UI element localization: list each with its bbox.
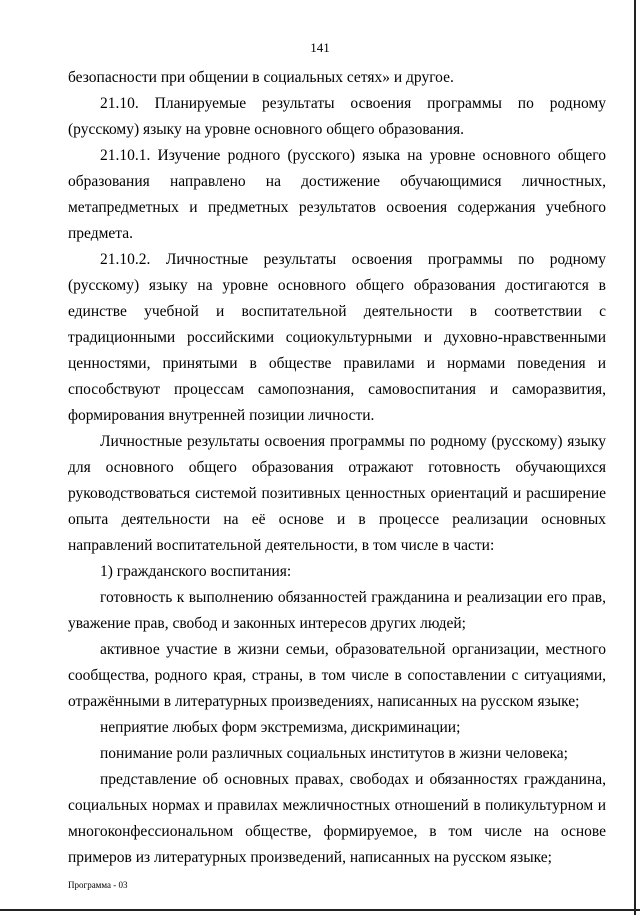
paragraph-section-21-10-1: 21.10.1. Изучение родного (русского) языка на уровне основного общего образования направлено на достижение обучающимися личностных, метапредметных и предметных результатов освоения содержания учебного предмета. [68,147,606,242]
scan-border-bottom [0,909,640,911]
scan-border-right [634,0,636,915]
paragraph-social-institutions: понимание роли различных социальных институтов в жизни человека; [100,745,568,762]
paragraph-personal-results: Личностные результаты освоения программы по родному (русскому) языку для основного общего образования отражают готовность обучающихся руководствоваться системой позитивных ценностных ориентаций и расширение опыта деятельности на её основе и в процессе реализации основных направлений воспитательной деятельности, в том числе в части: [68,433,606,554]
page-footer: Программа - 03 [68,880,128,890]
document-body [68,65,606,871]
paragraph-continuation: безопасности при общении в социальных сетях» и другое. [68,69,454,86]
paragraph-section-21-10-2: 21.10.2. Личностные результаты освоения программы по родному (русскому) языку на уровне основного общего образования достигаются в единстве учебной и воспитательной деятельности в соответствии с традиционными российскими социокультурными и духовно-нравственными ценностями, принятыми в обществе правилами и нормами поведения и способствуют процессам самопознания, самовоспитания и саморазвития, формирования внутренней позиции личности. [68,251,606,424]
page-number: 141 [310,40,330,55]
paragraph-civic-duties: готовность к выполнению обязанностей гражданина и реализации его прав, уважение прав, свобод и законных интересов других людей; [68,589,606,632]
paragraph-civic-education-heading: 1) гражданского воспитания: [100,563,292,580]
paragraph-rights-and-duties: представление об основных правах, свободах и обязанностях гражданина, социальных нормах и правилах межличностных отношений в поликультурном и многоконфессиональном обществе, формируемое, в том числе на основе примеров из литературных произведений, написанных на русском языке; [68,771,606,866]
paragraph-section-21-10: 21.10. Планируемые результаты освоения программы по родному (русскому) языку на уровне основного общего образования. [68,95,606,138]
paragraph-active-participation: активное участие в жизни семьи, образовательной организации, местного сообщества, родного края, страны, в том числе в сопоставлении с ситуациями, отражёнными в литературных произведениях, написанных на русском языке; [68,641,606,710]
paragraph-extremism: неприятие любых форм экстремизма, дискриминации; [100,719,461,736]
